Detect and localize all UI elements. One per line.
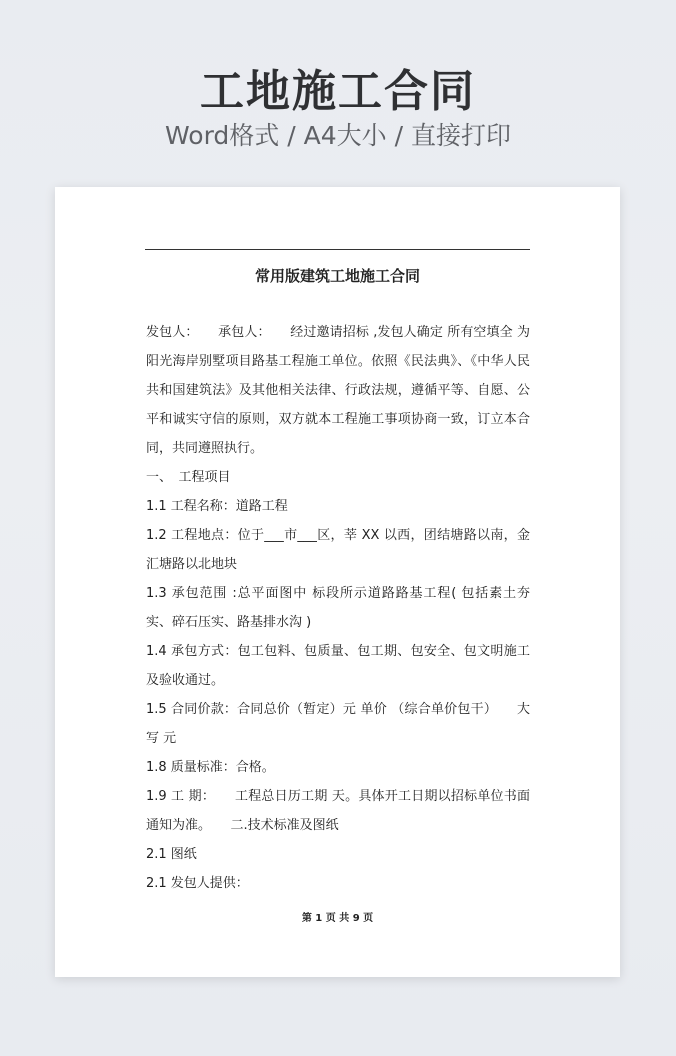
document-body (146, 318, 530, 898)
clause-2-1-provider: 2.1 发包人提供： (146, 876, 249, 891)
section-heading-project: 一、 工程项目 (146, 470, 231, 485)
clause-1-1: 1.1 工程名称：道路工程 (146, 499, 288, 514)
document-title: 常用版建筑工地施工合同 (254, 267, 420, 285)
page-footer: 第 1 页 共 9 页 (301, 913, 374, 924)
clause-2-1-drawings: 2.1 图纸 (146, 847, 197, 862)
banner-title: 工地施工合同 (200, 66, 476, 117)
paragraph-intro: 发包人： 承包人： 经过邀请招标 ,发包人确定 所有空填全 为阳光海岸别墅项目路基工程施工单位。依照《民法典》、《中华人民共和国建筑法》及其他相关法律、行政法规，遵循平等、自愿、公平和诚实守信的原则，双方就本工程施工事项协商一致，订立本合同，共同遵照执行。 (146, 325, 530, 456)
document-page (55, 187, 620, 977)
clause-1-2: 1.2 工程地点：位于___市___区，莘 XX 以西，团结塘路以南，金汇塘路以北地块 (146, 528, 530, 572)
clause-1-3: 1.3 承包范围 :总平面图中 标段所示道路路基工程( 包括素土夯实、碎石压实、路基排水沟 ) (146, 586, 530, 630)
clause-1-5: 1.5 合同价款：合同总价（暂定）元 单价 （综合单价包干） 大写 元 (146, 702, 530, 746)
clause-1-9: 1.9 工 期： 工程总日历工期 天。具体开工日期以招标单位书面通知为准。 二.技术标准及图纸 (146, 789, 530, 833)
header-rule (145, 249, 530, 250)
clause-1-4: 1.4 承包方式：包工包料、包质量、包工期、包安全、包文明施工及验收通过。 (146, 644, 530, 688)
clause-1-8: 1.8 质量标准：合格。 (146, 760, 275, 775)
banner-subtitle: Word格式 / A4大小 / 直接打印 (165, 121, 511, 150)
